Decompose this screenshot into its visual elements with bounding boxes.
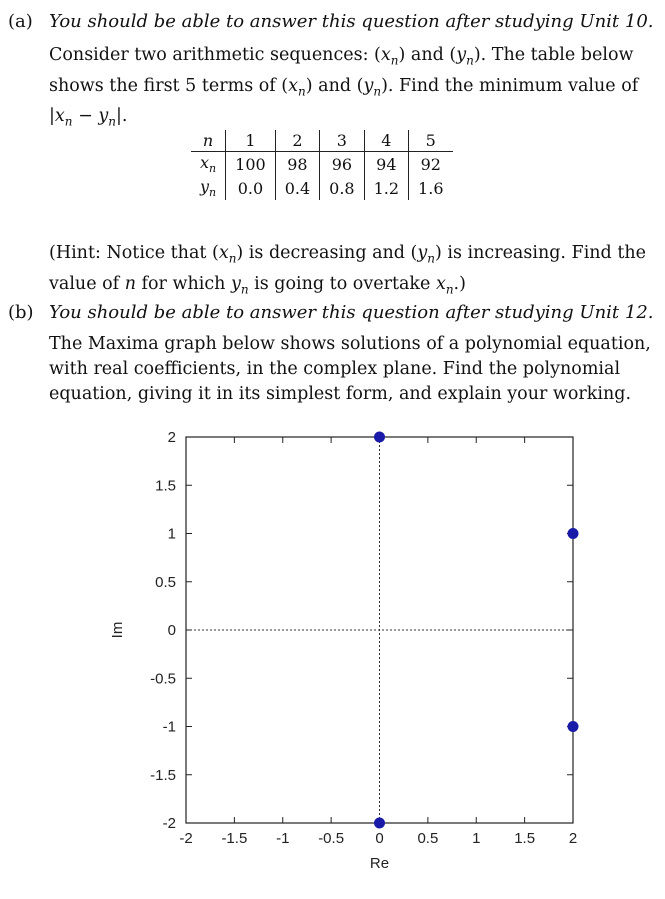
part-b-marker: (b) <box>8 302 34 323</box>
table-cell: 4 <box>364 130 408 152</box>
x-axis-label: Re <box>369 855 390 872</box>
x-tick-label: 1 <box>472 830 481 847</box>
table-cell: 0.8 <box>320 176 364 200</box>
table-cell: 94 <box>364 152 408 177</box>
y-tick-label: 0.5 <box>155 573 176 591</box>
math-x: x <box>200 153 210 172</box>
data-point <box>374 432 385 443</box>
text: .) <box>453 273 466 294</box>
x-tick-label: 0 <box>375 830 384 847</box>
table-cell: 1 <box>226 130 276 152</box>
y-tick-label: -0.5 <box>150 670 176 688</box>
math-x: x <box>380 45 391 65</box>
math-y: y <box>456 45 467 65</box>
table-cell: 1.2 <box>364 176 408 200</box>
table-cell: 3 <box>320 130 364 152</box>
hint-line-2: value of n for which $y_n$ is going to overtake $x_n$.) <box>49 273 466 296</box>
x-tick-label: 0.5 <box>417 830 439 847</box>
part-b-line: with real coefficients, in the complex plane. Find the polynomial <box>49 359 621 379</box>
table-cell: 2 <box>275 130 319 152</box>
part-b-instruction: You should be able to answer this question after studying Unit 12. <box>49 302 654 323</box>
table-header-label: n <box>191 130 226 152</box>
math-x: x <box>435 273 446 294</box>
data-point <box>568 721 579 732</box>
data-point <box>374 818 385 829</box>
text: ). Find the minimum value of <box>381 75 639 96</box>
math-y: y <box>98 106 109 126</box>
part-b-line: The Maxima graph below shows solutions of a polynomial equation, <box>49 334 651 354</box>
part-b-line: equation, giving it in its simplest form, and explain your working. <box>49 384 632 404</box>
y-axis-label: Im <box>109 621 126 639</box>
y-tick-label: -2 <box>162 815 176 832</box>
y-tick-label: 2 <box>167 429 176 446</box>
text: for which <box>135 273 231 294</box>
math-x: x <box>288 75 299 96</box>
math-y: y <box>200 177 210 197</box>
x-tick-label: 1.5 <box>514 830 536 847</box>
question-line-1: Consider two arithmetic sequences: $(x_n)$ and $(y_n)$. The table below <box>49 45 634 68</box>
x-tick-label: 2 <box>568 830 578 847</box>
math-n: n <box>64 114 73 129</box>
math-y: y <box>363 75 374 96</box>
question-line-2: shows the first 5 terms of $(x_n)$ and $(y_n)$. Find the minimum value of <box>49 75 639 98</box>
hint-line-1: (Hint: Notice that $(x_n)$ is decreasing and $(y_n)$ is increasing. Find the <box>49 243 646 266</box>
text: is going to overtake <box>248 273 436 294</box>
table-cell: 0.4 <box>275 176 319 200</box>
text: ) is decreasing and ( <box>236 243 418 263</box>
math-y: y <box>417 243 428 263</box>
table-cell: 100 <box>226 152 276 177</box>
text: (Hint: Notice that ( <box>49 243 219 263</box>
table-cell: 98 <box>275 152 319 177</box>
part-a-marker: (a) <box>8 11 33 32</box>
y-tick-label: 0 <box>167 622 176 639</box>
y-tick-label: -1 <box>162 718 176 736</box>
table-cell: 1.6 <box>418 178 444 198</box>
table-cell: 96 <box>320 152 364 177</box>
math-x: x <box>218 243 229 263</box>
table-row-label: $x_n$ <box>191 152 226 177</box>
y-tick-label: 1.5 <box>155 477 176 495</box>
question-line-3: $|x_n - y_n|$. <box>49 106 128 129</box>
text: shows the first 5 terms of ( <box>49 75 289 96</box>
data-point <box>568 528 579 539</box>
table-cell: 92 <box>420 154 441 174</box>
math-y: y <box>230 273 241 294</box>
text: Consider two arithmetic sequences: ( <box>49 45 381 65</box>
x-tick-label: -0.5 <box>318 830 345 847</box>
part-a-instruction: You should be able to answer this question after studying Unit 10. <box>49 11 654 32</box>
table-row-label: $y_n$ <box>191 176 226 200</box>
text: ) and ( <box>305 75 364 96</box>
text: ) is increasing. Find the <box>435 243 646 263</box>
x-tick-label: -1.5 <box>221 830 248 847</box>
math-x: x <box>54 106 65 126</box>
text: value of <box>49 273 125 294</box>
table-cell: 5 <box>409 130 453 152</box>
y-tick-label: -1.5 <box>150 766 176 784</box>
math-n: n <box>124 273 136 294</box>
y-tick-label: 1 <box>167 525 176 543</box>
text: ). The table below <box>473 45 634 65</box>
x-tick-label: -2 <box>179 830 193 847</box>
table-cell: 0.0 <box>226 176 276 200</box>
x-tick-label: -1 <box>276 830 290 847</box>
text: ) and ( <box>398 45 457 65</box>
chart-root <box>109 429 579 872</box>
